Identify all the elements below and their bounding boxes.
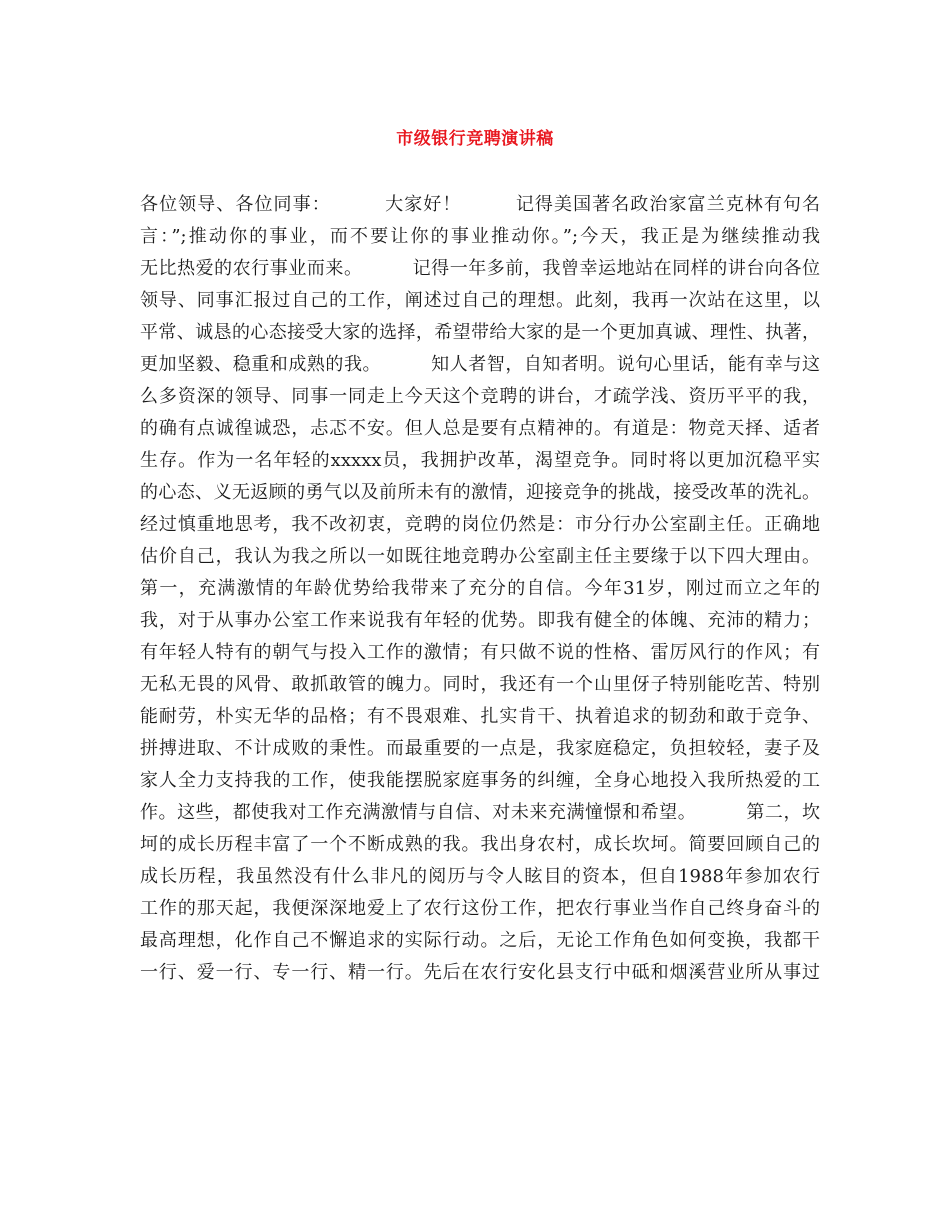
document-body [140,189,820,989]
body-line: 无私无畏的风骨、敢抓敢管的魄力。同时，我还有一个山里伢子特别能吃苦、特别 [140,674,820,695]
body-line: 各位领导、各位同事： 大家好！ 记得美国著名政治家富兰克林有句名 [140,194,820,215]
body-line: 最高理想，化作自己不懈追求的实际行动。之后，无论工作角色如何变换，我都干 [140,930,820,951]
body-line: 领导、同事汇报过自己的工作，阐述过自己的理想。此刻，我再一次站在这里，以 [140,290,820,311]
body-line: 一行、爱一行、专一行、精一行。先后在农行安化县支行中砥和烟溪营业所从事过 [140,962,820,983]
body-line: 的确有点诚徨诚恐，忐忑不安。但人总是要有点精神的。有道是：物竞天择、适者 [140,418,820,439]
body-line: 言：”;推动你的事业，而不要让你的事业推动你。”;今天，我正是为继续推动我 [140,226,820,247]
body-line: 生存。作为一名年轻的xxxxx员，我拥护改革，渴望竞争。同时将以更加沉稳平实 [140,450,820,471]
body-line: 成长历程，我虽然没有什么非凡的阅历与令人眩目的资本，但自1988年参加农行 [140,866,820,887]
body-line: 作。这些，都使我对工作充满激情与自信、对未来充满憧憬和希望。 第二，坎 [140,802,820,823]
body-line: 估价自己，我认为我之所以一如既往地竞聘办公室副主任主要缘于以下四大理由。 [140,546,820,567]
body-line: 拼搏进取、不计成败的秉性。而最重要的一点是，我家庭稳定，负担较轻，妻子及 [140,738,820,759]
body-line: 我，对于从事办公室工作来说我有年轻的优势。即我有健全的体魄、充沛的精力； [140,610,820,631]
body-line: 坷的成长历程丰富了一个不断成熟的我。我出身农村，成长坎坷。简要回顾自己的 [140,834,820,855]
body-line: 无比热爱的农行事业而来。 记得一年多前，我曾幸运地站在同样的讲台向各位 [140,258,820,279]
body-line: 么多资深的领导、同事一同走上今天这个竞聘的讲台，才疏学浅、资历平平的我， [140,386,820,407]
body-line: 的心态、义无返顾的勇气以及前所未有的激情，迎接竞争的挑战，接受改革的洗礼。 [140,482,820,503]
body-line: 更加坚毅、稳重和成熟的我。 知人者智，自知者明。说句心里话，能有幸与这 [140,354,820,375]
body-line: 能耐劳，朴实无华的品格；有不畏艰难、扎实肯干、执着追求的韧劲和敢于竞争、 [140,706,820,727]
body-line: 家人全力支持我的工作，使我能摆脱家庭事务的纠缠，全身心地投入我所热爱的工 [140,770,820,791]
body-line: 工作的那天起，我便深深地爱上了农行这份工作，把农行事业当作自己终身奋斗的 [140,898,820,919]
body-line: 第一，充满激情的年龄优势给我带来了充分的自信。今年31岁，刚过而立之年的 [140,578,820,599]
document-title: 市级银行竞聘演讲稿 [396,129,554,149]
body-line: 经过慎重地思考，我不改初衷，竞聘的岗位仍然是：市分行办公室副主任。正确地 [140,514,820,535]
body-line: 有年轻人特有的朝气与投入工作的激情；有只做不说的性格、雷厉风行的作风；有 [140,642,820,663]
body-line: 平常、诚恳的心态接受大家的选择，希望带给大家的是一个更加真诚、理性、执著， [140,322,820,343]
